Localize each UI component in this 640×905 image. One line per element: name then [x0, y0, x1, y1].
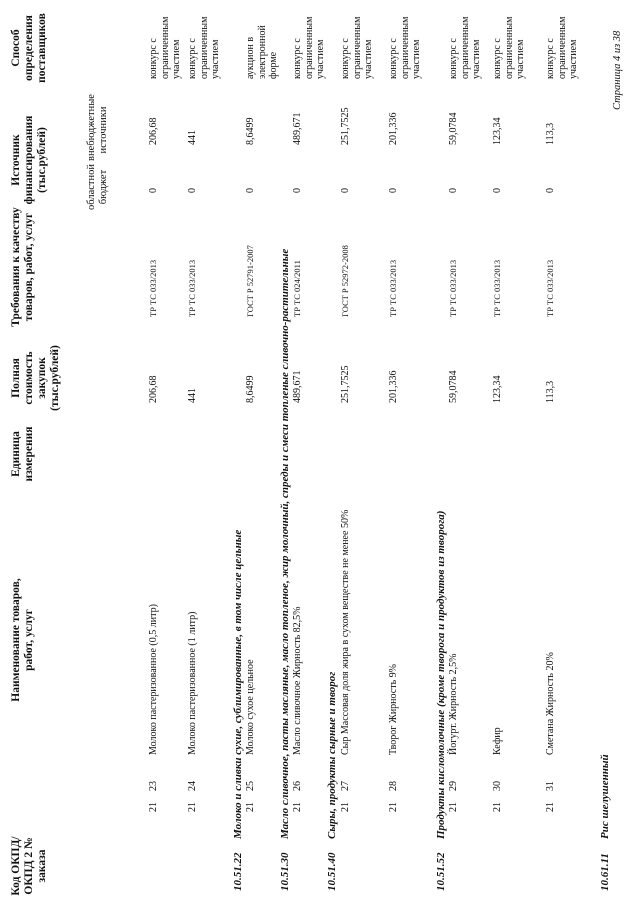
- row-total: 251,7525: [340, 365, 351, 403]
- row-budget: 0: [292, 188, 303, 193]
- row-budget: 0: [340, 188, 351, 193]
- row-order: 30: [492, 781, 503, 791]
- category-heading: 10.51.40Сыры, продукты сырные и творог: [326, 671, 338, 891]
- row-num: 21: [492, 802, 503, 812]
- row-order: 25: [245, 781, 256, 791]
- header-source: Источник финансирования (тыс.рублей): [10, 115, 48, 205]
- row-requirement: ГОСТ Р 52791-2007: [245, 245, 255, 317]
- row-total: 8,6499: [245, 375, 256, 403]
- row-budget: 0: [448, 188, 459, 193]
- row-num: 21: [448, 802, 459, 812]
- row-name: Кефир: [492, 727, 503, 755]
- row-order: 29: [448, 781, 459, 791]
- row-order: 26: [292, 781, 303, 791]
- row-requirement: ГОСТ Р 52972-2008: [340, 245, 350, 317]
- row-requirement: ТР ТС 033/2013: [545, 259, 555, 317]
- category-heading: 10.51.30Масло сливочное, пасты масляные, масло топленое, жир молочный, спреды и смеси топленые сливочно-растительные: [279, 248, 291, 891]
- header-code: Код ОКПД/ ОКПД 2 № заказа: [10, 836, 48, 896]
- row-num: 21: [340, 802, 351, 812]
- row-num: 21: [545, 802, 556, 812]
- row-total: 201,336: [388, 370, 399, 403]
- row-budget: 0: [492, 188, 503, 193]
- row-name: Творог Жирность 9%: [388, 664, 399, 755]
- row-name: Молоко пастеризованное (0,5 литр): [148, 604, 159, 755]
- row-extra: 206,68: [148, 117, 159, 145]
- header-unit: Единица измерения: [10, 426, 35, 482]
- row-num: 21: [245, 802, 256, 812]
- row-extra: 113,3: [545, 122, 556, 145]
- row-order: 23: [148, 781, 159, 791]
- row-num: 21: [292, 802, 303, 812]
- header-source-extra: внебюджетные источники: [86, 94, 109, 161]
- row-num: 21: [388, 802, 399, 812]
- header-name: Наименование товаров, работ, услуг: [10, 578, 35, 702]
- row-budget: 0: [388, 188, 399, 193]
- row-extra: 59,0784: [448, 112, 459, 145]
- row-requirement: ТР ТС 033/2013: [148, 259, 158, 317]
- row-total: 59,0784: [448, 370, 459, 403]
- row-extra: 441: [187, 130, 198, 145]
- row-total: 113,3: [545, 380, 556, 403]
- row-order: 27: [340, 781, 351, 791]
- row-num: 21: [148, 802, 159, 812]
- row-total: 123,34: [492, 375, 503, 403]
- row-budget: 0: [187, 188, 198, 193]
- row-name: Сметана Жирность 20%: [545, 652, 556, 755]
- row-name: Молоко сухое цельное: [245, 659, 256, 755]
- row-num: 21: [187, 802, 198, 812]
- row-method: аукцион в электронной форме: [245, 25, 279, 79]
- row-budget: 0: [245, 188, 256, 193]
- row-extra: 8,6499: [245, 117, 256, 145]
- row-method: конкурс с ограниченным участием: [388, 16, 422, 79]
- row-total: 206,68: [148, 375, 159, 403]
- row-budget: 0: [545, 188, 556, 193]
- row-name: Масло сливочное Жирность 82,5%: [292, 606, 303, 755]
- row-order: 31: [545, 781, 556, 791]
- row-name: Йогурт. Жирность 2,5%: [448, 653, 459, 755]
- header-method: Способ определения поставщиков: [10, 13, 48, 83]
- row-method: конкурс с ограниченным участием: [340, 16, 374, 79]
- category-heading: 10.51.22Молоко и сливки сухие, сублимированные, в том числе цельные: [232, 529, 244, 891]
- row-name: Сыр Массовая доля жира в сухом веществе не менее 50%: [340, 509, 351, 755]
- row-order: 24: [187, 781, 198, 791]
- row-extra: 489,671: [292, 112, 303, 145]
- row-extra: 251,7525: [340, 107, 351, 145]
- header-requirements: Требования к качеству товаров, работ, услуг: [10, 207, 35, 327]
- row-budget: 0: [148, 188, 159, 193]
- header-source-budget: областной бюджет: [86, 164, 109, 210]
- page-number: Страница 4 из 38: [612, 30, 623, 110]
- row-requirement: ТР ТС 033/2013: [448, 259, 458, 317]
- row-extra: 201,336: [388, 112, 399, 145]
- row-method: конкурс с ограниченным участием: [148, 16, 182, 79]
- row-name: Молоко пастеризованное (1 литр): [187, 611, 198, 755]
- row-requirement: ТР ТС 033/2013: [187, 259, 197, 317]
- category-heading: 10.51.52Продукты кисломолочные (кроме творога и продуктов из творога): [435, 510, 447, 891]
- row-method: конкурс с ограниченным участием: [187, 16, 221, 79]
- header-total: Полная стоимость закупок (тыс.рублей): [10, 345, 61, 411]
- row-total: 441: [187, 388, 198, 403]
- row-requirement: ТР ТС 033/2013: [492, 259, 502, 317]
- row-method: конкурс с ограниченным участием: [292, 16, 326, 79]
- row-method: конкурс с ограниченным участием: [545, 16, 579, 79]
- row-requirement: ТР ТС 033/2013: [388, 259, 398, 317]
- row-method: конкурс с ограниченным участием: [492, 16, 526, 79]
- category-heading: 10.61.11Рис шелушенный: [599, 754, 611, 891]
- row-extra: 123,34: [492, 117, 503, 145]
- row-method: конкурс с ограниченным участием: [448, 16, 482, 79]
- row-order: 28: [388, 781, 399, 791]
- row-total: 489,671: [292, 370, 303, 403]
- row-requirement: ТР ТС 024/2011: [292, 260, 302, 317]
